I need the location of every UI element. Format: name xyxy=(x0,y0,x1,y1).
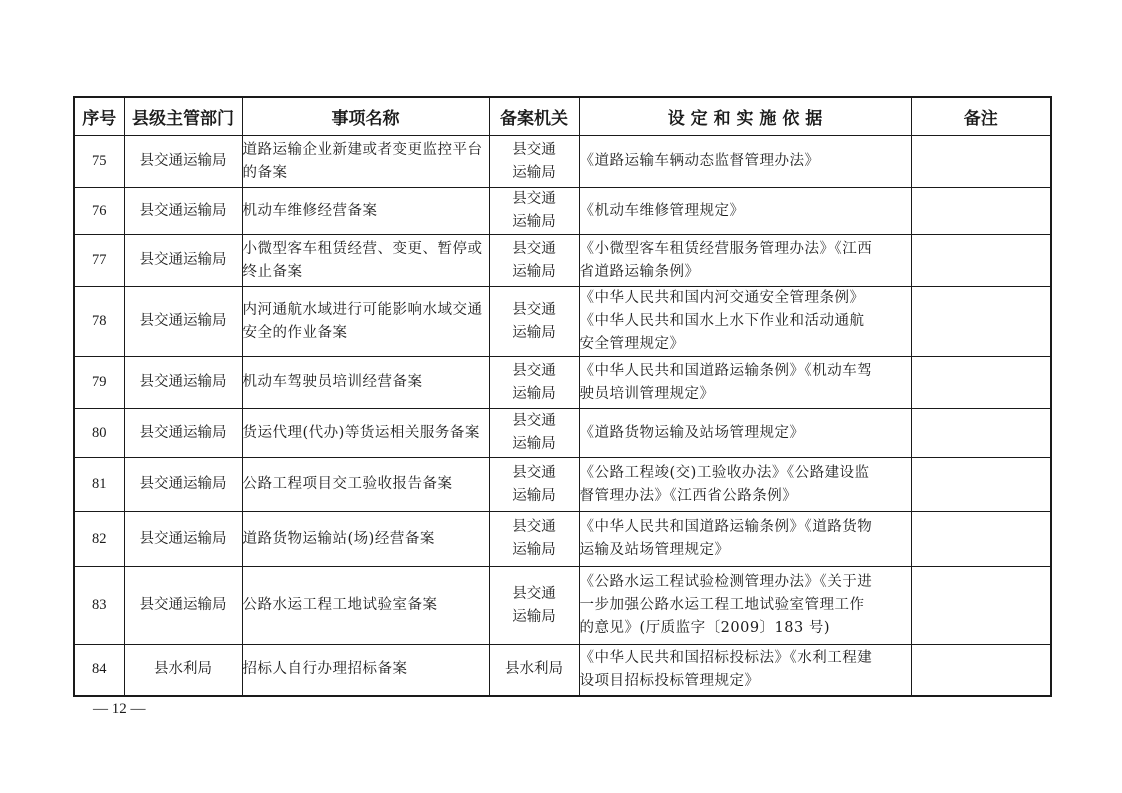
table-row xyxy=(74,409,1051,458)
header-legal-basis: 设 定 和 实 施 依 据 xyxy=(579,97,911,136)
legal-basis-line: 《中华人民共和国水上水下作业和活动通航 xyxy=(579,313,865,329)
table-header xyxy=(74,97,1051,136)
filing-agency-line: 运输局 xyxy=(512,608,556,625)
remarks-cell xyxy=(911,357,1051,409)
filing-agency-cell xyxy=(489,409,579,458)
table-row xyxy=(74,458,1051,512)
table-row xyxy=(74,512,1051,567)
department-cell: 县交通运输局 xyxy=(124,512,242,567)
item-name-cell: 道路运输企业新建或者变更监控平台的备案 xyxy=(242,136,489,188)
serial-number-cell: 84 xyxy=(74,645,124,696)
filing-agency-line: 县水利局 xyxy=(505,661,563,678)
legal-basis-line: 《道路运输车辆动态监督管理办法》 xyxy=(579,153,820,169)
filing-agency-line: 县交通 xyxy=(512,301,556,318)
filing-agency-cell xyxy=(489,458,579,512)
header-serial-number: 序号 xyxy=(74,97,124,136)
filing-agency-cell xyxy=(489,357,579,409)
remarks-cell xyxy=(911,136,1051,188)
header-row xyxy=(74,97,1051,136)
department-cell: 县交通运输局 xyxy=(124,357,242,409)
filing-agency-cell xyxy=(489,287,579,357)
legal-basis-line: 《中华人民共和国道路运输条例》《机动车驾 xyxy=(579,362,873,379)
legal-basis-line: 《中华人民共和国内河交通安全管理条例》 xyxy=(579,290,865,306)
filing-agency-cell xyxy=(489,512,579,567)
filing-agency-cell xyxy=(489,645,579,696)
legal-basis-line: 一步加强公路水运工程工地试验室管理工作 xyxy=(579,597,865,613)
department-cell: 县交通运输局 xyxy=(124,287,242,357)
filing-agency-line: 县交通 xyxy=(512,362,556,379)
legal-basis-line: 督管理办法》《江西省公路条例》 xyxy=(579,487,798,504)
remarks-cell xyxy=(911,235,1051,287)
legal-basis-line: 的意见》(厅质监字〔2009〕183 号) xyxy=(579,620,830,636)
legal-basis-line: 驶员培训管理规定》 xyxy=(579,385,715,402)
filing-agency-line: 县交通 xyxy=(512,191,556,207)
legal-basis-cell xyxy=(579,188,911,235)
legal-basis-cell xyxy=(579,458,911,512)
filing-agency-line: 运输局 xyxy=(512,263,556,280)
header-filing-agency: 备案机关 xyxy=(489,97,579,136)
legal-basis-line: 《中华人民共和国道路运输条例》《道路货物 xyxy=(579,519,873,535)
page-number: — 12 — xyxy=(93,701,146,717)
legal-basis-line: 《机动车维修管理规定》 xyxy=(579,202,745,219)
serial-number-cell: 75 xyxy=(74,136,124,188)
legal-basis-line: 《公路工程竣(交)工验收办法》《公路建设监 xyxy=(579,464,870,481)
serial-number-cell: 76 xyxy=(74,188,124,235)
remarks-cell xyxy=(911,188,1051,235)
legal-basis-line: 《中华人民共和国招标投标法》《水利工程建 xyxy=(579,649,873,666)
table-row xyxy=(74,188,1051,235)
table-row xyxy=(74,645,1051,696)
filing-agency-cell xyxy=(489,235,579,287)
remarks-cell xyxy=(911,512,1051,567)
table-row xyxy=(74,357,1051,409)
department-cell: 县交通运输局 xyxy=(124,409,242,458)
filing-agency-line: 运输局 xyxy=(512,164,556,181)
filing-agency-cell xyxy=(489,136,579,188)
remarks-cell xyxy=(911,409,1051,458)
legal-basis-line: 设项目招标投标管理规定》 xyxy=(579,672,760,689)
item-name-cell: 机动车驾驶员培训经营备案 xyxy=(242,357,489,409)
legal-basis-cell xyxy=(579,136,911,188)
serial-number-cell: 80 xyxy=(74,409,124,458)
remarks-cell xyxy=(911,567,1051,645)
header-department: 县级主管部门 xyxy=(124,97,242,136)
filing-agency-cell xyxy=(489,567,579,645)
filing-agency-line: 运输局 xyxy=(512,324,556,341)
serial-number-cell: 78 xyxy=(74,287,124,357)
remarks-cell xyxy=(911,645,1051,696)
department-cell: 县交通运输局 xyxy=(124,235,242,287)
legal-basis-cell xyxy=(579,409,911,458)
department-cell: 县交通运输局 xyxy=(124,567,242,645)
filing-agency-line: 运输局 xyxy=(512,385,556,402)
legal-basis-cell xyxy=(579,287,911,357)
filing-agency-line: 县交通 xyxy=(512,141,556,158)
department-cell: 县交通运输局 xyxy=(124,458,242,512)
item-name-cell: 货运代理(代办)等货运相关服务备案 xyxy=(242,409,489,458)
serial-number-cell: 81 xyxy=(74,458,124,512)
legal-basis-line: 《小微型客车租赁经营服务管理办法》《江西 xyxy=(579,240,873,257)
filing-agency-line: 县交通 xyxy=(512,240,556,257)
filing-agency-line: 县交通 xyxy=(512,464,556,481)
table-body xyxy=(74,136,1051,696)
item-name-cell: 道路货物运输站(场)经营备案 xyxy=(242,512,489,567)
department-cell: 县交通运输局 xyxy=(124,188,242,235)
filing-agency-line: 运输局 xyxy=(512,542,556,558)
item-name-cell: 机动车维修经营备案 xyxy=(242,188,489,235)
item-name-cell: 内河通航水域进行可能影响水域交通安全的作业备案 xyxy=(242,287,489,357)
filing-agency-line: 县交通 xyxy=(512,413,556,429)
header-remarks: 备注 xyxy=(911,97,1051,136)
filing-agency-line: 运输局 xyxy=(512,214,556,230)
filing-agency-line: 运输局 xyxy=(512,487,556,504)
serial-number-cell: 83 xyxy=(74,567,124,645)
header-item-name: 事项名称 xyxy=(242,97,489,136)
table-row xyxy=(74,235,1051,287)
department-cell: 县水利局 xyxy=(124,645,242,696)
remarks-cell xyxy=(911,458,1051,512)
legal-basis-line: 《公路水运工程试验检测管理办法》《关于进 xyxy=(579,574,873,590)
table-row xyxy=(74,567,1051,645)
legal-basis-line: 省道路运输条例》 xyxy=(579,263,700,280)
legal-basis-cell xyxy=(579,235,911,287)
table-row xyxy=(74,287,1051,357)
filing-agency-line: 县交通 xyxy=(512,519,556,535)
legal-basis-line: 运输及站场管理规定》 xyxy=(579,542,730,558)
serial-number-cell: 79 xyxy=(74,357,124,409)
legal-basis-line: 安全管理规定》 xyxy=(579,336,685,352)
item-name-cell: 小微型客车租赁经营、变更、暂停或终止备案 xyxy=(242,235,489,287)
serial-number-cell: 77 xyxy=(74,235,124,287)
department-cell: 县交通运输局 xyxy=(124,136,242,188)
legal-basis-cell xyxy=(579,357,911,409)
table-row xyxy=(74,136,1051,188)
item-name-cell: 公路水运工程工地试验室备案 xyxy=(242,567,489,645)
serial-number-cell: 82 xyxy=(74,512,124,567)
item-name-cell: 招标人自行办理招标备案 xyxy=(242,645,489,696)
item-name-cell: 公路工程项目交工验收报告备案 xyxy=(242,458,489,512)
filing-agency-line: 县交通 xyxy=(512,585,556,602)
legal-basis-cell xyxy=(579,645,911,696)
remarks-cell xyxy=(911,287,1051,357)
filing-agency-cell xyxy=(489,188,579,235)
legal-basis-cell xyxy=(579,567,911,645)
legal-basis-cell xyxy=(579,512,911,567)
legal-basis-line: 《道路货物运输及站场管理规定》 xyxy=(579,424,805,441)
filing-agency-line: 运输局 xyxy=(512,436,556,452)
filing-items-table xyxy=(73,96,1052,697)
